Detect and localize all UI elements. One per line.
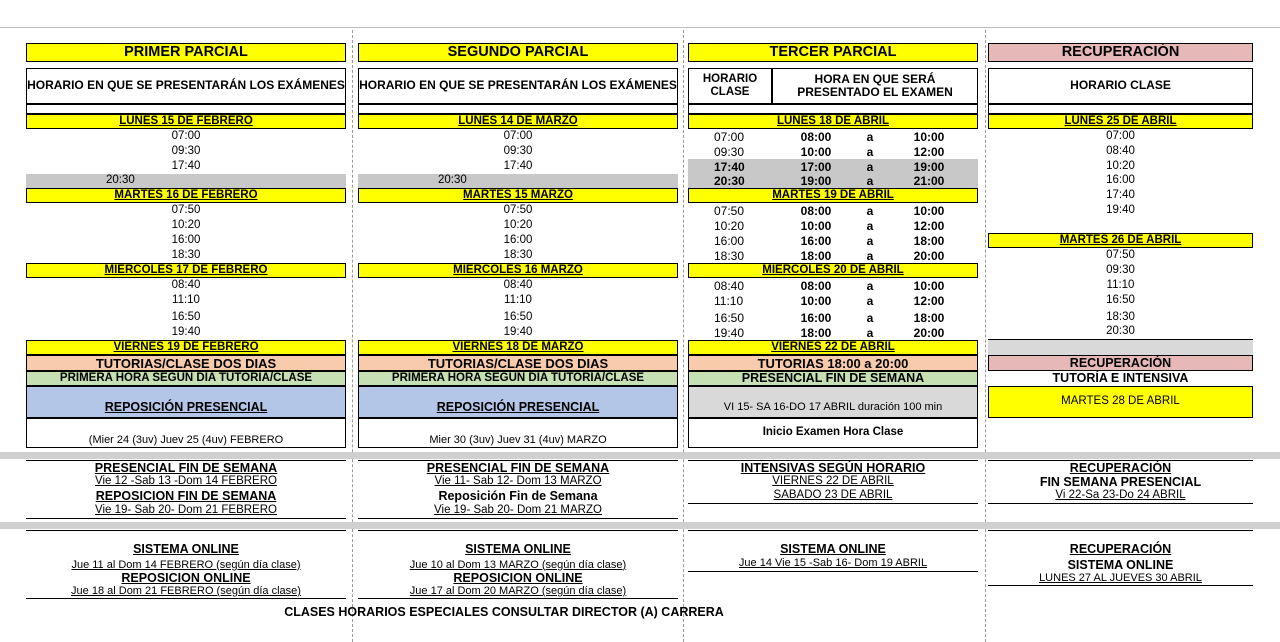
time-cell: 07:00 <box>171 129 201 142</box>
column-title: RECUPERACIÓN <box>988 43 1253 62</box>
column-title: SEGUNDO PARCIAL <box>358 43 678 62</box>
exam-row <box>688 144 978 159</box>
time-cell: 16:00 <box>503 233 533 246</box>
start-time: 17:00 <box>800 159 832 174</box>
clase-time: 09:30 <box>714 144 745 159</box>
exam-row <box>688 325 978 340</box>
time-cell: 09:30 <box>171 144 201 157</box>
time-cell: 17:40 <box>1106 188 1135 201</box>
time-cell: 09:30 <box>1106 263 1135 276</box>
time-cell: 16:00 <box>1106 174 1135 187</box>
clase-time: 16:00 <box>714 233 745 248</box>
time-cell: 07:50 <box>503 203 533 216</box>
day-header: VIERNES 22 DE ABRIL <box>688 340 978 355</box>
end-time: 20:00 <box>913 325 945 340</box>
online-dates: Jue 11 al Dom 14 FEBRERO (según día clase) <box>71 558 301 571</box>
day-header: MARTES 15 MARZO <box>358 188 678 203</box>
column-subheader: HORARIO EN QUE SE PRESENTARÁN LOS EXÁMENES <box>358 68 678 104</box>
end-time: 10:00 <box>913 203 945 218</box>
time-cell: 19:40 <box>1106 203 1135 216</box>
clase-time: 18:30 <box>714 248 745 263</box>
exam-row <box>688 310 978 325</box>
page-break-line <box>352 30 353 642</box>
page-break-line <box>683 30 684 642</box>
reposicion-online-dates: Jue 17 al Dom 20 MARZO (según día clase) <box>358 585 678 599</box>
recuperacion-title: RECUPERACIÓN <box>988 530 1253 556</box>
time-cell: 20:30 <box>988 325 1253 340</box>
reposicion-online-title: REPOSICION ONLINE <box>453 571 583 585</box>
exam-row <box>688 218 978 233</box>
martes-28: MARTES 28 DE ABRIL <box>988 386 1253 418</box>
column-subheader: HORARIO CLASE <box>988 68 1253 104</box>
range-sep: a <box>866 310 874 325</box>
online-title: SISTEMA ONLINE <box>688 530 978 556</box>
time-cell: 07:00 <box>503 129 533 142</box>
spacer-row <box>358 104 678 114</box>
clase-time: 17:40 <box>714 159 745 174</box>
time-cell: 10:20 <box>1106 159 1135 172</box>
online-title: SISTEMA ONLINE <box>26 530 346 556</box>
time-cell: 08:40 <box>503 278 533 291</box>
intensivas-date: VIERNES 22 DE ABRIL <box>772 475 894 488</box>
time-cell: 17:40 <box>503 159 533 172</box>
start-time: 19:00 <box>800 174 832 188</box>
time-cell: 16:50 <box>1106 293 1135 306</box>
reposicion-dates: Mier 30 (3uv) Juev 31 (4uv) MARZO <box>358 418 678 448</box>
presencial-dates: Vie 12 -Sab 13 -Dom 14 FEBRERO <box>95 475 277 488</box>
tutorias-row: TUTORIAS 18:00 a 20:00 <box>688 355 978 371</box>
time-cell-highlight: 20:30 <box>358 174 678 188</box>
exam-row <box>688 278 978 293</box>
clase-time: 19:40 <box>714 325 745 340</box>
start-time: 08:00 <box>800 203 832 218</box>
time-cell: 18:30 <box>171 248 201 261</box>
online-dates: Jue 14 Vie 15 -Sab 16- Dom 19 ABRIL <box>688 556 978 572</box>
range-sep: a <box>866 248 874 263</box>
tutorias-row: TUTORIAS/CLASE DOS DIAS <box>26 355 346 371</box>
time-cell: 18:30 <box>1106 310 1135 323</box>
day-header: MARTES 26 DE ABRIL <box>988 233 1253 248</box>
start-time: 18:00 <box>800 248 832 263</box>
clase-time: 07:00 <box>714 129 745 144</box>
time-cell: 16:00 <box>171 233 201 246</box>
time-cell: 11:10 <box>172 293 200 306</box>
primera-hora-row: PRIMERA HORA SEGÚN DIA TUTORÍA/CLASE <box>26 371 346 386</box>
start-time: 16:00 <box>800 310 832 325</box>
spacer-row <box>26 104 346 114</box>
range-sep: a <box>866 203 874 218</box>
clase-time: 11:10 <box>714 293 744 308</box>
clase-time: 16:50 <box>714 310 745 325</box>
time-cell: 10:20 <box>503 218 533 231</box>
day-header: MARTES 19 DE ABRIL <box>688 188 978 203</box>
day-header: VIERNES 19 DE FEBRERO <box>26 340 346 355</box>
fin-semana-presencial: FIN SEMANA PRESENCIAL <box>1039 475 1202 489</box>
subheader-hora-examen: HORA EN QUE SERÁ PRESENTADO EL EXAMEN <box>772 68 978 104</box>
time-cell: 19:40 <box>171 325 201 338</box>
time-cell: 10:20 <box>171 218 201 231</box>
reposicion-online-dates: Jue 18 al Dom 21 FEBRERO (según día clase) <box>26 585 346 599</box>
clase-time: 07:50 <box>714 203 745 218</box>
gray-row <box>988 340 1253 355</box>
end-time: 18:00 <box>913 310 945 325</box>
day-header: MIÉRCOLES 17 DE FEBRERO <box>26 263 346 278</box>
recuperacion-title: RECUPERACIÓN <box>988 355 1253 371</box>
time-cell: 09:30 <box>503 144 533 157</box>
end-time: 12:00 <box>913 144 945 159</box>
reposicion-fin-title: Reposición Fin de Semana <box>438 489 598 504</box>
end-time: 21:00 <box>913 174 945 188</box>
reposicion-presencial: REPOSICIÓN PRESENCIAL <box>26 386 346 418</box>
sheet-top-border <box>0 27 1280 28</box>
reposicion-fin-title: REPOSICION FIN DE SEMANA <box>95 489 277 504</box>
range-sep: a <box>866 293 874 308</box>
end-time: 19:00 <box>913 159 945 174</box>
end-time: 12:00 <box>913 218 945 233</box>
end-time: 20:00 <box>913 248 945 263</box>
presencial-fin-dates: VI 15- SA 16-DO 17 ABRIL duración 100 min <box>688 386 978 418</box>
start-time: 08:00 <box>800 129 832 144</box>
day-header: VIERNES 18 DE MARZO <box>358 340 678 355</box>
presencial-title: PRESENCIAL FIN DE SEMANA <box>358 460 678 475</box>
end-time: 10:00 <box>913 278 945 293</box>
exam-row <box>688 293 978 308</box>
time-cell: 07:00 <box>1106 129 1135 142</box>
online-dates: LUNES 27 AL JUEVES 30 ABRIL <box>988 572 1253 586</box>
day-header: LUNES 25 DE ABRIL <box>988 114 1253 129</box>
separator-band <box>0 522 1280 529</box>
column-subheader: HORARIO EN QUE SE PRESENTARÁN LOS EXÁMENES <box>26 68 346 104</box>
time-cell: 08:40 <box>171 278 201 291</box>
exam-row-highlight <box>688 174 978 188</box>
fin-semana-dates: Vi 22-Sa 23-Do 24 ABRIL <box>988 489 1253 504</box>
online-dates: Jue 10 al Dom 13 MARZO (según día clase) <box>409 558 627 571</box>
end-time: 18:00 <box>913 233 945 248</box>
range-sep: a <box>866 278 874 293</box>
time-cell: 18:30 <box>503 248 533 261</box>
range-sep: a <box>866 218 874 233</box>
presencial-fin-row: PRESENCIAL FIN DE SEMANA <box>688 371 978 386</box>
clase-time: 10:20 <box>714 218 745 233</box>
tutorias-row: TUTORIAS/CLASE DOS DIAS <box>358 355 678 371</box>
spacer-row <box>688 104 978 114</box>
day-header: LUNES 15 DE FEBRERO <box>26 114 346 129</box>
page-break-line <box>985 30 986 642</box>
range-sep: a <box>866 144 874 159</box>
time-cell: 08:40 <box>1106 144 1135 157</box>
column-title: TERCER PARCIAL <box>688 43 978 62</box>
exam-row <box>688 203 978 218</box>
start-time: 08:00 <box>800 278 832 293</box>
day-header: LUNES 18 DE ABRIL <box>688 114 978 129</box>
start-time: 16:00 <box>800 233 832 248</box>
time-cell-highlight: 20:30 <box>26 174 346 188</box>
time-cell: 16:50 <box>171 310 201 323</box>
spacer-row <box>988 104 1253 114</box>
time-cell: 07:50 <box>1106 248 1135 261</box>
online-title: SISTEMA ONLINE <box>358 530 678 556</box>
end-time: 10:00 <box>913 129 945 144</box>
range-sep: a <box>866 159 874 174</box>
time-cell: 16:50 <box>503 310 533 323</box>
start-time: 18:00 <box>800 325 832 340</box>
end-time: 12:00 <box>913 293 945 308</box>
intensivas-title: INTENSIVAS SEGÚN HORARIO <box>688 460 978 475</box>
range-sep: a <box>866 233 874 248</box>
reposicion-fin-dates: Vie 19- Sab 20- Dom 21 FEBRERO <box>26 504 346 519</box>
start-time: 10:00 <box>800 293 832 308</box>
time-cell: 19:40 <box>503 325 533 338</box>
time-cell: 11:10 <box>504 293 532 306</box>
presencial-dates: Vie 11- Sab 12- Dom 13 MARZO <box>434 475 602 488</box>
range-sep: a <box>866 325 874 340</box>
exam-row <box>688 233 978 248</box>
online-title: SISTEMA ONLINE <box>1067 558 1174 572</box>
day-header: LUNES 14 DE MARZO <box>358 114 678 129</box>
day-header: MARTES 16 DE FEBRERO <box>26 188 346 203</box>
tutoria-intensiva: TUTORÍA E INTENSIVA <box>1052 371 1189 386</box>
time-cell: 07:50 <box>171 203 201 216</box>
column-title: PRIMER PARCIAL <box>26 43 346 62</box>
separator-band <box>0 452 1280 459</box>
exam-row <box>688 129 978 144</box>
time-cell: 11:10 <box>1106 278 1135 291</box>
reposicion-presencial: REPOSICIÓN PRESENCIAL <box>358 386 678 418</box>
intensivas-date: SABADO 23 DE ABRIL <box>688 489 978 504</box>
reposicion-dates: (Mier 24 (3uv) Juev 25 (4uv) FEBRERO <box>26 418 346 448</box>
subheader-horario-clase: HORARIO CLASE <box>688 68 772 104</box>
day-header: MIÉRCOLES 16 MARZO <box>358 263 678 278</box>
range-sep: a <box>866 129 874 144</box>
time-cell: 17:40 <box>171 159 201 172</box>
exam-row-highlight <box>688 159 978 174</box>
clase-time: 08:40 <box>714 278 745 293</box>
footer-note: CLASES HORARIOS ESPECIALES CONSULTAR DIRECTOR (A) CARRERA <box>284 605 724 619</box>
recuperacion-title: RECUPERACIÓN <box>988 460 1253 475</box>
exam-row <box>688 248 978 263</box>
range-sep: a <box>866 174 874 188</box>
day-header: MIÉRCOLES 20 DE ABRIL <box>688 263 978 278</box>
start-time: 10:00 <box>800 218 832 233</box>
presencial-title: PRESENCIAL FIN DE SEMANA <box>26 460 346 475</box>
inicio-examen: Inicio Examen Hora Clase <box>688 418 978 448</box>
start-time: 10:00 <box>800 144 832 159</box>
reposicion-fin-dates: Vie 19- Sab 20- Dom 21 MARZO <box>358 504 678 519</box>
primera-hora-row: PRIMERA HORA SEGÚN DIA TUTORÍA/CLASE <box>358 371 678 386</box>
reposicion-online-title: REPOSICION ONLINE <box>121 571 251 585</box>
clase-time: 20:30 <box>714 174 745 188</box>
